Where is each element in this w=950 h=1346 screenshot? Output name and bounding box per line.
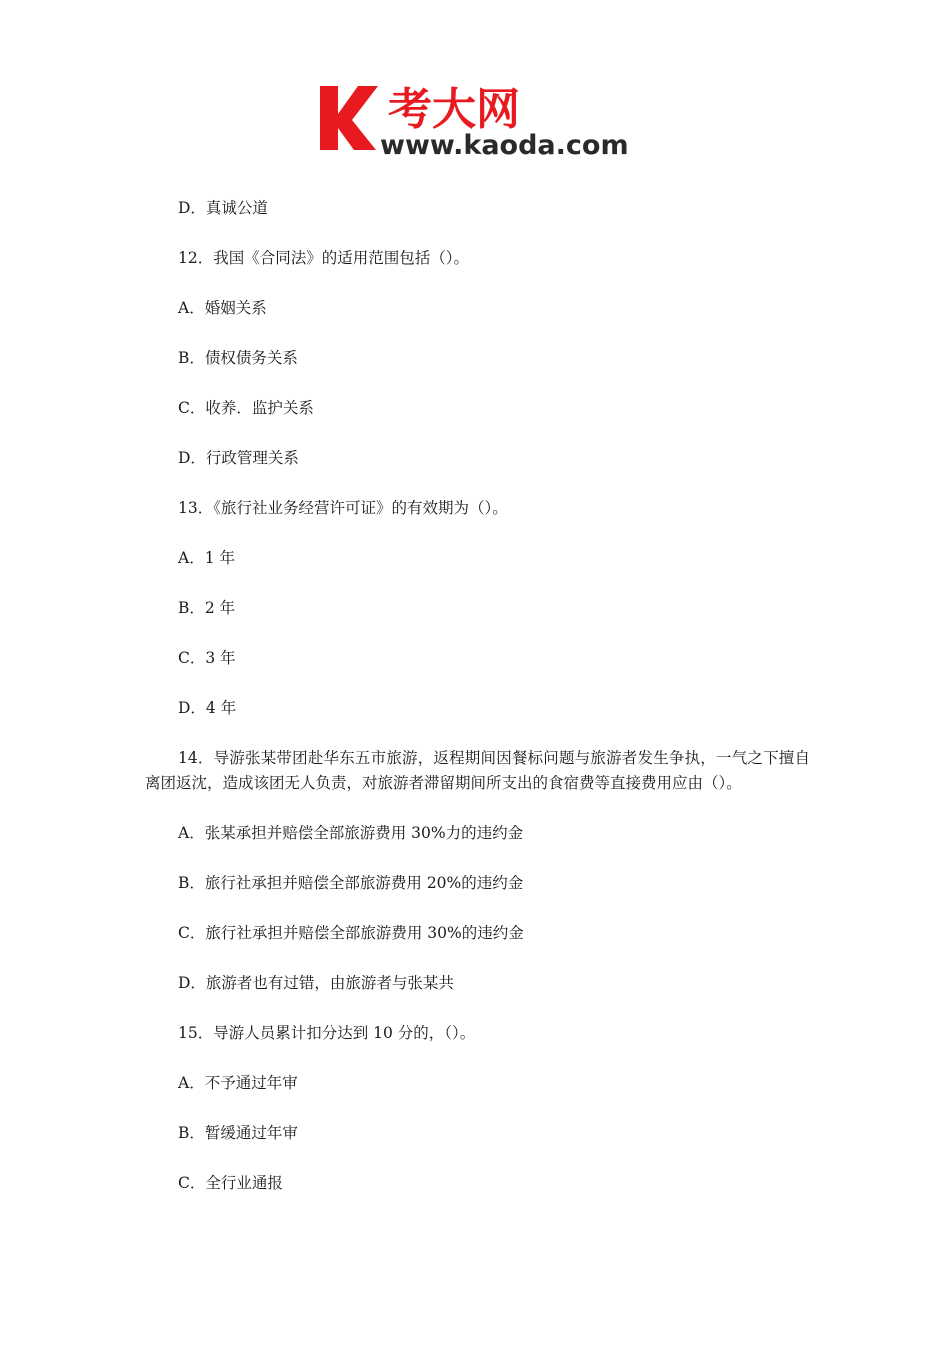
option-13-c: C．3 年: [178, 649, 236, 667]
option-13-b: B．2 年: [178, 599, 236, 617]
question-15: 15．导游人员累计扣分达到 10 分的，（）。: [178, 1024, 476, 1042]
option-14-b: B．旅行社承担并赔偿全部旅游费用 20%的违约金: [178, 874, 524, 892]
kaoda-logo-graphic: [318, 80, 640, 160]
option-12-a: A．婚姻关系: [178, 299, 267, 317]
option-14-a: A．张某承担并赔偿全部旅游费用 30%力的违约金: [178, 824, 524, 842]
question-14: 14．导游张某带团赴华东五市旅游，返程期间因餐标问题与旅游者发生争执，一气之下擅自离团返沈，造成该团无人负责，对旅游者滞留期间所支出的食宿费等直接费用应由（）。: [145, 749, 810, 792]
logo-url: www.kaoda.com: [380, 130, 629, 160]
logo-k-mark: [320, 86, 378, 150]
option-11-d: D．真诚公道: [178, 199, 268, 217]
question-12: 12．我国《合同法》的适用范围包括（）。: [178, 249, 469, 267]
option-12-b: B．债权债务关系: [178, 349, 298, 367]
option-15-c: C．全行业通报: [178, 1174, 283, 1192]
question-13: 13．《旅行社业务经营许可证》的有效期为（）。: [178, 499, 508, 517]
option-12-c: C．收养．监护关系: [178, 399, 314, 417]
option-13-a: A．1 年: [178, 549, 235, 567]
option-14-d: D．旅游者也有过错，由旅游者与张某共: [178, 974, 454, 992]
option-15-a: A．不予通过年审: [178, 1074, 298, 1092]
option-12-d: D．行政管理关系: [178, 449, 299, 467]
option-14-c: C．旅行社承担并赔偿全部旅游费用 30%的违约金: [178, 924, 524, 942]
logo-brand-cn: 考大网: [388, 84, 520, 135]
kaoda-logo: [318, 80, 640, 160]
option-15-b: B．暂缓通过年审: [178, 1124, 298, 1142]
option-13-d: D．4 年: [178, 699, 237, 717]
